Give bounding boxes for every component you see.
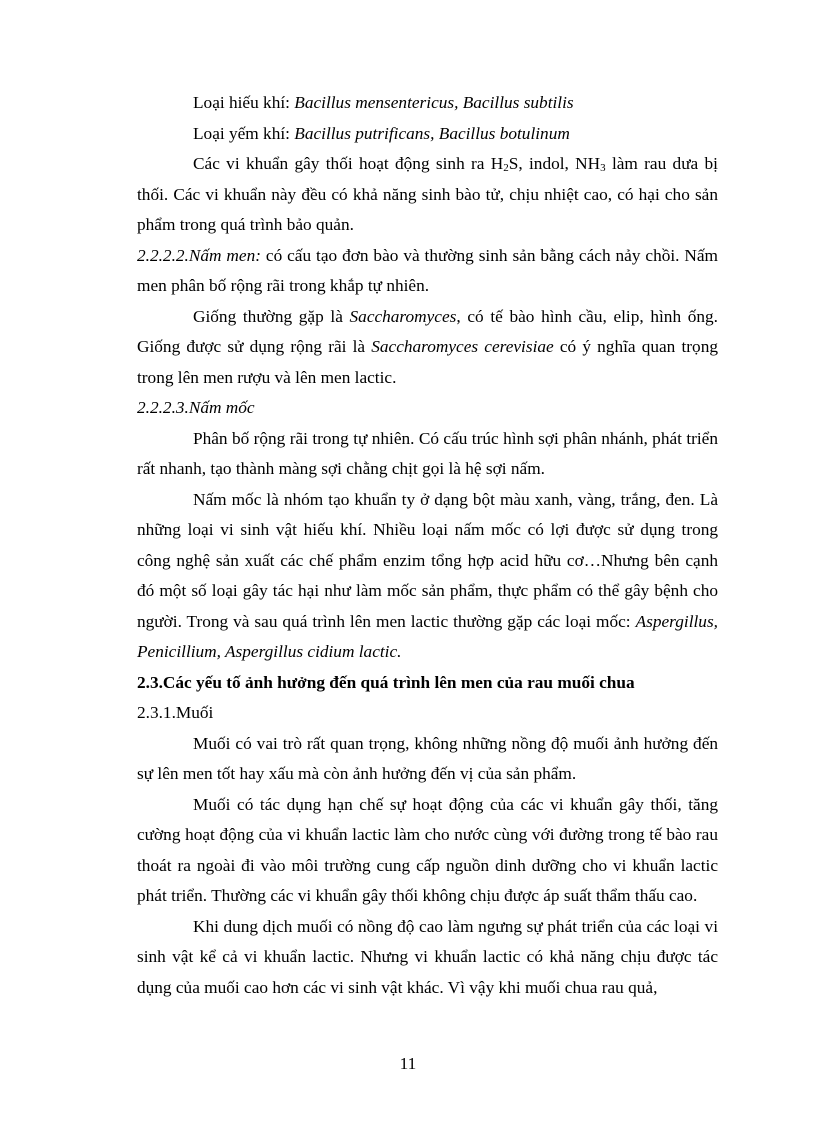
paragraph-salt-effect: Muối có tác dụng hạn chế sự hoạt động của các vi khuẩn gây thối, tăng cường hoạt động của vi khuẩn lactic làm cho nước cùng với đường trong tế bào rau thoát ra ngoài đi vào môi trường cung cấp nguồn dinh dưỡng cho vi khuẩn lactic phát triển. Thường các vi khuẩn gây thối không chịu được áp suất thẩm thấu cao.: [137, 794, 718, 905]
text: Loại yếm khí:: [193, 123, 295, 143]
subscript: 2: [503, 162, 509, 174]
text: có cấu tạo đơn bào và thường sinh sản bằng cách nảy chồi. Nấm men phân bố rộng rãi trong khắp tự nhiên.: [137, 245, 718, 295]
page-number: 11: [399, 1054, 417, 1073]
paragraph-mold-description: [137, 485, 718, 668]
text: làm rau dưa bị thối. Các vi khuẩn này đều có khả năng sinh bào tử, chịu nhiệt cao, có hại cho sản phẩm trong quá trình bảo quản.: [137, 154, 718, 234]
paragraph-mold-structure: Phân bố rộng rãi trong tự nhiên. Có cấu trúc hình sợi phân nhánh, phát triển rất nhanh, tạo thành màng sợi chằng chịt gọi là hệ sợi nấm.: [137, 428, 718, 478]
text: Các vi khuẩn gây thối hoạt động sinh ra H: [193, 154, 504, 173]
species-names: Aspergillus, Penicillium, Aspergillus cidium lactic.: [137, 611, 718, 661]
species-name: Saccharomyces cerevisiae: [371, 337, 554, 356]
subscript: 3: [600, 162, 606, 174]
section-heading-factors: 2.3.Các yếu tố ảnh hưởng đến quá trình lên men của rau muối chua: [137, 672, 635, 692]
paragraph-anaerobic-bacteria: [137, 119, 718, 150]
species-names: Bacillus mensentericus, Bacillus subtilis: [294, 93, 574, 112]
section-heading-mold: 2.2.2.3.Nấm mốc: [137, 398, 255, 417]
genus-name: Saccharomyces: [349, 306, 457, 326]
paragraph-putrefactive-bacteria: [137, 149, 718, 241]
text: Giống thường gặp là: [193, 306, 350, 326]
paragraph-salt-role: Muối có vai trò rất quan trọng, không những nồng độ muối ảnh hưởng đến sự lên men tốt hay xấu mà còn ảnh hưởng đến vị của sản phẩm.: [137, 733, 718, 783]
paragraph-saccharomyces: [137, 302, 718, 394]
text: S, indol, NH: [508, 154, 601, 173]
text: , có tế bào hình cầu, elip, hình ống. Giống được sử dụng rộng rãi là: [137, 306, 718, 356]
text: Loại hiếu khí:: [193, 93, 295, 112]
text: có ý nghĩa quan trọng trong lên men rượu và lên men lactic.: [137, 337, 718, 387]
species-names: Bacillus putrificans, Bacillus botulinum: [294, 123, 570, 143]
section-heading: 2.2.2.2.Nấm men:: [137, 245, 261, 265]
paragraph-salt-concentration: Khi dung dịch muối có nồng độ cao làm ngưng sự phát triển của các loại vi sinh vật kể cả vi khuẩn lactic. Nhưng vi khuẩn lactic có khả năng chịu được tác dụng của muối cao hơn các vi sinh vật khác. Vì vậy khi muối chua rau quả,: [137, 916, 718, 997]
paragraph-aerobic-bacteria: [137, 88, 718, 119]
section-heading-salt: 2.3.1.Muối: [137, 703, 214, 722]
page-body: [137, 88, 718, 1003]
text: Nấm mốc là nhóm tạo khuẩn ty ở dạng bột màu xanh, vàng, trắng, đen. Là những loại vi sinh vật hiếu khí. Nhiều loại nấm mốc có lợi được sử dụng trong công nghệ sản xuất các chế phẩm enzim tổng hợp acid hữu cơ…Nhưng bên cạnh đó một số loại gây tác hại như làm mốc sản phẩm, thực phẩm có thể gây bệnh cho người. Trong và sau quá trình lên men lactic thường gặp các loại mốc:: [137, 489, 718, 631]
paragraph-yeast: [137, 241, 718, 302]
